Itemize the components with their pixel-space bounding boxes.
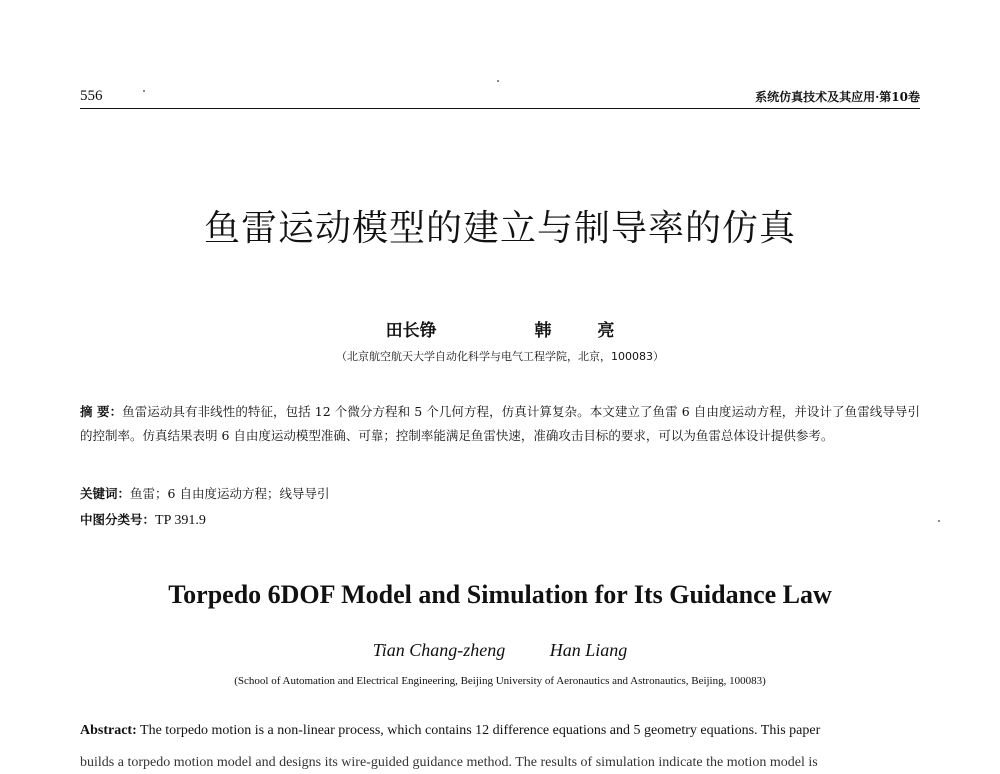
english-abstract-label: Abstract: [80, 723, 137, 738]
english-abstract-text: The torpedo motion is a non-linear process, which contains 12 difference equations and 5 geometry equations. This paper [136, 723, 821, 738]
english-title: Torpedo 6DOF Model and Simulation for Its Guidance Law [168, 580, 832, 609]
scan-speck [497, 80, 499, 82]
chinese-keywords-label: 关键词： [80, 486, 131, 501]
english-abstract [80, 720, 920, 742]
chinese-abstract [80, 400, 920, 448]
chinese-abstract-text: 鱼雷运动具有非线性的特征，包括 12 个微分方程和 5 个几何方程，仿真计算复杂。本文建立了鱼雷 6 自由度运动方程，并设计了鱼雷线导导引的控制率。仿真结果表明 6 自由度运动模型准确、可靠；控制率能满足鱼雷快速，准确攻击目标的要求，可以为鱼雷总体设计提供参考。 [80, 404, 921, 443]
journal-name: 系统仿真技术及其应用·第10卷 [755, 90, 920, 104]
scan-speck [938, 520, 940, 522]
scan-speck [143, 90, 145, 92]
running-header [80, 86, 920, 109]
english-affiliation: (School of Automation and Electrical Engineering, Beijing University of Aeronautics and Astronautics, Beijing, 100083) [234, 675, 766, 687]
chinese-authors [0, 316, 1000, 341]
english-author-1: Tian Chang-zheng [372, 640, 506, 660]
english-author-2: Han Liang [549, 640, 628, 660]
chinese-clc-text: TP 391.9 [155, 513, 206, 528]
english-abstract-cutoff: builds a torpedo motion model and designs its wire-guided guidance method. The results of simulation indicate the motion model is [80, 755, 818, 770]
chinese-author-2: 韩 亮 [534, 321, 615, 341]
chinese-keywords-text: 鱼雷；6 自由度运动方程；线导导引 [130, 486, 330, 501]
chinese-classification [80, 510, 206, 529]
chinese-affiliation: （北京航空航天大学自动化科学与电气工程学院，北京，100083） [336, 350, 664, 363]
chinese-keywords [80, 484, 329, 502]
chinese-title: 鱼雷运动模型的建立与制导率的仿真 [203, 208, 796, 249]
english-authors [0, 640, 1000, 661]
chinese-clc-label: 中图分类号： [80, 512, 156, 527]
chinese-author-1: 田长铮 [385, 321, 437, 341]
page-number: 556 [80, 88, 103, 104]
chinese-abstract-label: 摘 要： [80, 404, 123, 419]
